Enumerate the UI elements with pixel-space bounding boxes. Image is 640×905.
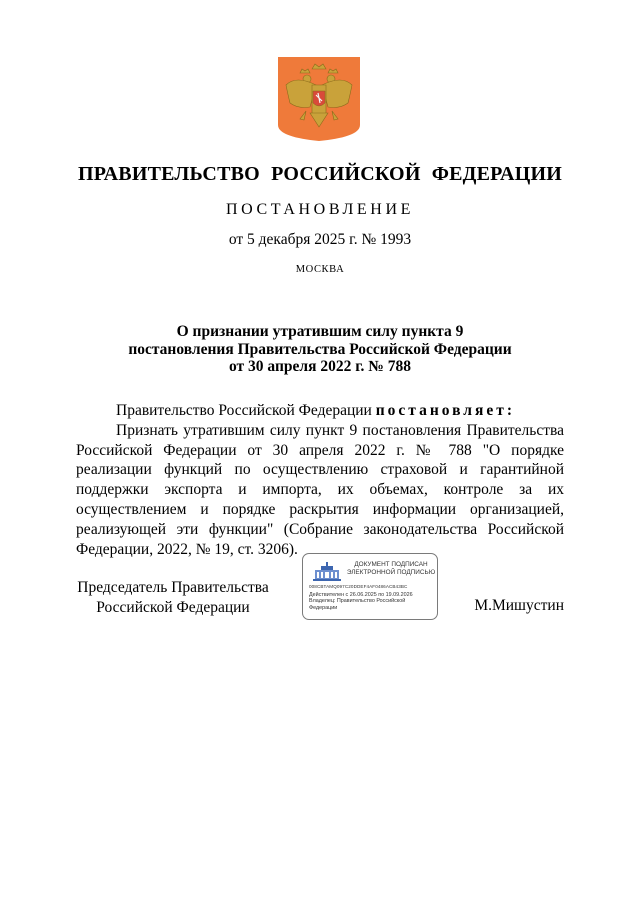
enacting-clause-prefix: Правительство Российской Федерации: [116, 402, 376, 419]
stamp-details: [309, 592, 433, 611]
city-label: МОСКВА: [295, 264, 345, 275]
certificate-number: 008CBTAMQ097C20DDEF4AF0486ACB43BC: [309, 584, 408, 589]
signer-position-line: Российской Федерации: [96, 599, 250, 616]
document-type: ПОСТАНОВЛЕНИЕ: [226, 201, 414, 218]
signer-name: М.Мишустин: [474, 597, 564, 614]
document-date-number: от 5 декабря 2025 г. № 1993: [228, 231, 412, 248]
signer-position: [76, 578, 270, 618]
certificate-owner-cont: Федерации: [309, 604, 338, 611]
stamp-heading-line: ДОКУМЕНТ ПОДПИСАН: [354, 561, 428, 568]
heading-line: постановления Правительства Российской Федерации: [128, 340, 512, 358]
signer-position-line: Председатель Правительства: [77, 579, 269, 596]
document-body: [76, 401, 564, 559]
certificate-owner: Владелец: Правительство Российской: [309, 598, 406, 605]
document-heading: [0, 323, 640, 376]
stamp-heading: [345, 561, 437, 577]
heading-line: О признании утратившим силу пункта 9: [176, 323, 464, 340]
enacting-clause-verb: постановляет:: [375, 402, 516, 419]
government-building-icon: [312, 562, 342, 582]
enacting-clause: [76, 401, 564, 421]
heading-line: от 30 апреля 2022 г. № 788: [229, 358, 411, 375]
electronic-signature-stamp: [302, 553, 438, 620]
stamp-heading-line: ЭЛЕКТРОННОЙ ПОДПИСЬЮ: [346, 569, 436, 576]
coat-of-arms-emblem: [276, 55, 362, 143]
certificate-validity: Действителен с 26.06.2025 по 19.09.2026: [309, 592, 413, 598]
government-title: ПРАВИТЕЛЬСТВО РОССИЙСКОЙ ФЕДЕРАЦИИ: [78, 163, 562, 185]
resolution-paragraph: Признать утратившим силу пункт 9 постановления Правительства Российской Федерации от 30 апреля 2022 г. № 788 "О порядке реализации функций по осуществлению страховой и гарантийной поддержки экспорта и импорта, их объемах, контроле за их осуществлением и порядке раскрытия информации организацией, реализующей эти функции" (Собрание законодательства Российской Федерации, 2022, № 19, ст. 3206).: [76, 421, 564, 558]
